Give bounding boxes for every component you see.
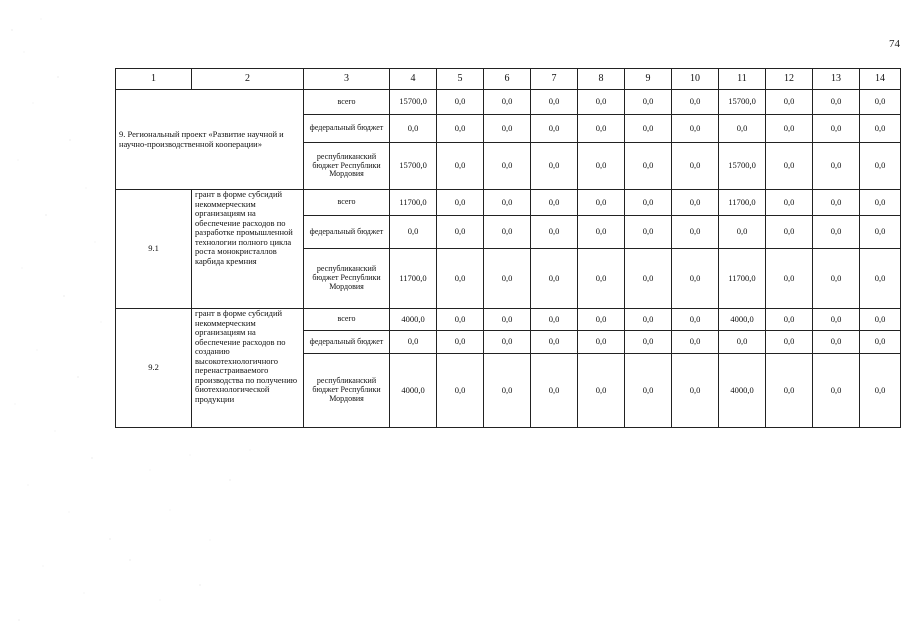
value-cell: 0,0 — [719, 331, 766, 354]
value-cell: 0,0 — [578, 90, 625, 115]
header-cell: 5 — [437, 69, 484, 90]
value-cell: 0,0 — [672, 90, 719, 115]
project-title-cell: 9. Региональный проект «Развитие научной и научно-производственной кооперации» — [116, 90, 304, 190]
source-cell: республиканский бюджет Республики Мордовия — [304, 249, 390, 309]
value-cell: 0,0 — [531, 190, 578, 216]
value-cell: 0,0 — [766, 115, 813, 143]
header-cell: 2 — [192, 69, 304, 90]
value-cell: 0,0 — [672, 143, 719, 190]
value-cell: 0,0 — [625, 190, 672, 216]
value-cell: 0,0 — [813, 354, 860, 428]
value-cell: 0,0 — [625, 331, 672, 354]
header-cell: 9 — [625, 69, 672, 90]
table-row — [116, 309, 901, 331]
item-description-cell: грант в форме субсидий некоммерческим организациям на обеспечение расходов по созданию высокотехнологичного перенастраиваемого производства по получению биотехнологической продукции — [192, 309, 304, 428]
value-cell: 0,0 — [484, 354, 531, 428]
value-cell: 0,0 — [813, 90, 860, 115]
value-cell: 0,0 — [672, 331, 719, 354]
value-cell: 0,0 — [484, 190, 531, 216]
value-cell: 4000,0 — [390, 309, 437, 331]
value-cell: 0,0 — [813, 143, 860, 190]
value-cell: 0,0 — [766, 143, 813, 190]
value-cell: 0,0 — [531, 90, 578, 115]
item-number-cell: 9.2 — [116, 309, 192, 428]
source-cell: федеральный бюджет — [304, 216, 390, 249]
source-cell: федеральный бюджет — [304, 331, 390, 354]
value-cell: 0,0 — [860, 90, 901, 115]
value-cell: 0,0 — [766, 331, 813, 354]
value-cell: 15700,0 — [390, 90, 437, 115]
source-cell: республиканский бюджет Республики Мордовия — [304, 354, 390, 428]
header-cell: 13 — [813, 69, 860, 90]
value-cell: 0,0 — [578, 143, 625, 190]
source-cell: всего — [304, 190, 390, 216]
value-cell: 0,0 — [766, 309, 813, 331]
value-cell: 0,0 — [531, 331, 578, 354]
page-number: 74 — [889, 38, 900, 50]
source-cell: республиканский бюджет Республики Мордовия — [304, 143, 390, 190]
value-cell: 0,0 — [719, 115, 766, 143]
value-cell: 0,0 — [484, 331, 531, 354]
header-row — [116, 69, 901, 90]
value-cell: 0,0 — [437, 249, 484, 309]
value-cell: 0,0 — [578, 331, 625, 354]
value-cell: 0,0 — [484, 143, 531, 190]
value-cell: 4000,0 — [719, 309, 766, 331]
value-cell: 0,0 — [672, 309, 719, 331]
table-row — [116, 190, 901, 216]
value-cell: 0,0 — [625, 143, 672, 190]
value-cell: 0,0 — [625, 249, 672, 309]
value-cell: 0,0 — [437, 90, 484, 115]
header-cell: 7 — [531, 69, 578, 90]
header-cell: 3 — [304, 69, 390, 90]
header-cell: 11 — [719, 69, 766, 90]
value-cell: 0,0 — [437, 309, 484, 331]
table-row — [116, 90, 901, 115]
header-cell: 8 — [578, 69, 625, 90]
value-cell: 0,0 — [672, 354, 719, 428]
value-cell: 0,0 — [531, 249, 578, 309]
value-cell: 0,0 — [672, 249, 719, 309]
header-cell: 12 — [766, 69, 813, 90]
value-cell: 0,0 — [390, 331, 437, 354]
value-cell: 0,0 — [437, 216, 484, 249]
budget-table — [115, 68, 901, 428]
value-cell: 11700,0 — [719, 249, 766, 309]
value-cell: 0,0 — [672, 190, 719, 216]
value-cell: 0,0 — [813, 216, 860, 249]
value-cell: 4000,0 — [719, 354, 766, 428]
value-cell: 15700,0 — [390, 143, 437, 190]
value-cell: 0,0 — [578, 190, 625, 216]
value-cell: 0,0 — [437, 354, 484, 428]
value-cell: 0,0 — [625, 354, 672, 428]
value-cell: 0,0 — [531, 309, 578, 331]
value-cell: 0,0 — [531, 216, 578, 249]
header-cell: 1 — [116, 69, 192, 90]
header-cell: 10 — [672, 69, 719, 90]
value-cell: 0,0 — [860, 216, 901, 249]
value-cell: 0,0 — [484, 216, 531, 249]
value-cell: 0,0 — [437, 331, 484, 354]
value-cell: 0,0 — [766, 354, 813, 428]
value-cell: 11700,0 — [719, 190, 766, 216]
value-cell: 15700,0 — [719, 90, 766, 115]
value-cell: 0,0 — [578, 309, 625, 331]
value-cell: 11700,0 — [390, 249, 437, 309]
value-cell: 0,0 — [625, 309, 672, 331]
value-cell: 0,0 — [437, 143, 484, 190]
value-cell: 0,0 — [578, 249, 625, 309]
source-cell: федеральный бюджет — [304, 115, 390, 143]
value-cell: 0,0 — [484, 249, 531, 309]
value-cell: 0,0 — [766, 216, 813, 249]
value-cell: 0,0 — [813, 331, 860, 354]
header-cell: 14 — [860, 69, 901, 90]
value-cell: 0,0 — [625, 115, 672, 143]
value-cell: 0,0 — [672, 115, 719, 143]
value-cell: 0,0 — [531, 354, 578, 428]
value-cell: 0,0 — [813, 249, 860, 309]
value-cell: 0,0 — [860, 143, 901, 190]
value-cell: 0,0 — [390, 216, 437, 249]
value-cell: 0,0 — [860, 190, 901, 216]
value-cell: 0,0 — [719, 216, 766, 249]
header-cell: 4 — [390, 69, 437, 90]
value-cell: 0,0 — [484, 115, 531, 143]
value-cell: 0,0 — [437, 115, 484, 143]
item-description-cell: грант в форме субсидий некоммерческим организациям на обеспечение расходов по разработке промышленной технологии полного цикла роста монокристаллов карбида кремния — [192, 190, 304, 309]
value-cell: 0,0 — [813, 309, 860, 331]
value-cell: 0,0 — [813, 115, 860, 143]
value-cell: 0,0 — [578, 216, 625, 249]
value-cell: 0,0 — [484, 309, 531, 331]
value-cell: 0,0 — [484, 90, 531, 115]
value-cell: 0,0 — [390, 115, 437, 143]
value-cell: 0,0 — [531, 143, 578, 190]
source-cell: всего — [304, 90, 390, 115]
item-number-cell: 9.1 — [116, 190, 192, 309]
source-cell: всего — [304, 309, 390, 331]
value-cell: 0,0 — [437, 190, 484, 216]
value-cell: 0,0 — [766, 90, 813, 115]
value-cell: 0,0 — [531, 115, 578, 143]
value-cell: 0,0 — [578, 115, 625, 143]
value-cell: 0,0 — [860, 309, 901, 331]
value-cell: 0,0 — [766, 190, 813, 216]
value-cell: 0,0 — [578, 354, 625, 428]
value-cell: 0,0 — [625, 216, 672, 249]
value-cell: 15700,0 — [719, 143, 766, 190]
value-cell: 0,0 — [766, 249, 813, 309]
value-cell: 0,0 — [860, 115, 901, 143]
value-cell: 0,0 — [672, 216, 719, 249]
value-cell: 11700,0 — [390, 190, 437, 216]
value-cell: 0,0 — [860, 249, 901, 309]
header-cell: 6 — [484, 69, 531, 90]
value-cell: 0,0 — [860, 354, 901, 428]
value-cell: 0,0 — [860, 331, 901, 354]
value-cell: 4000,0 — [390, 354, 437, 428]
value-cell: 0,0 — [625, 90, 672, 115]
value-cell: 0,0 — [813, 190, 860, 216]
